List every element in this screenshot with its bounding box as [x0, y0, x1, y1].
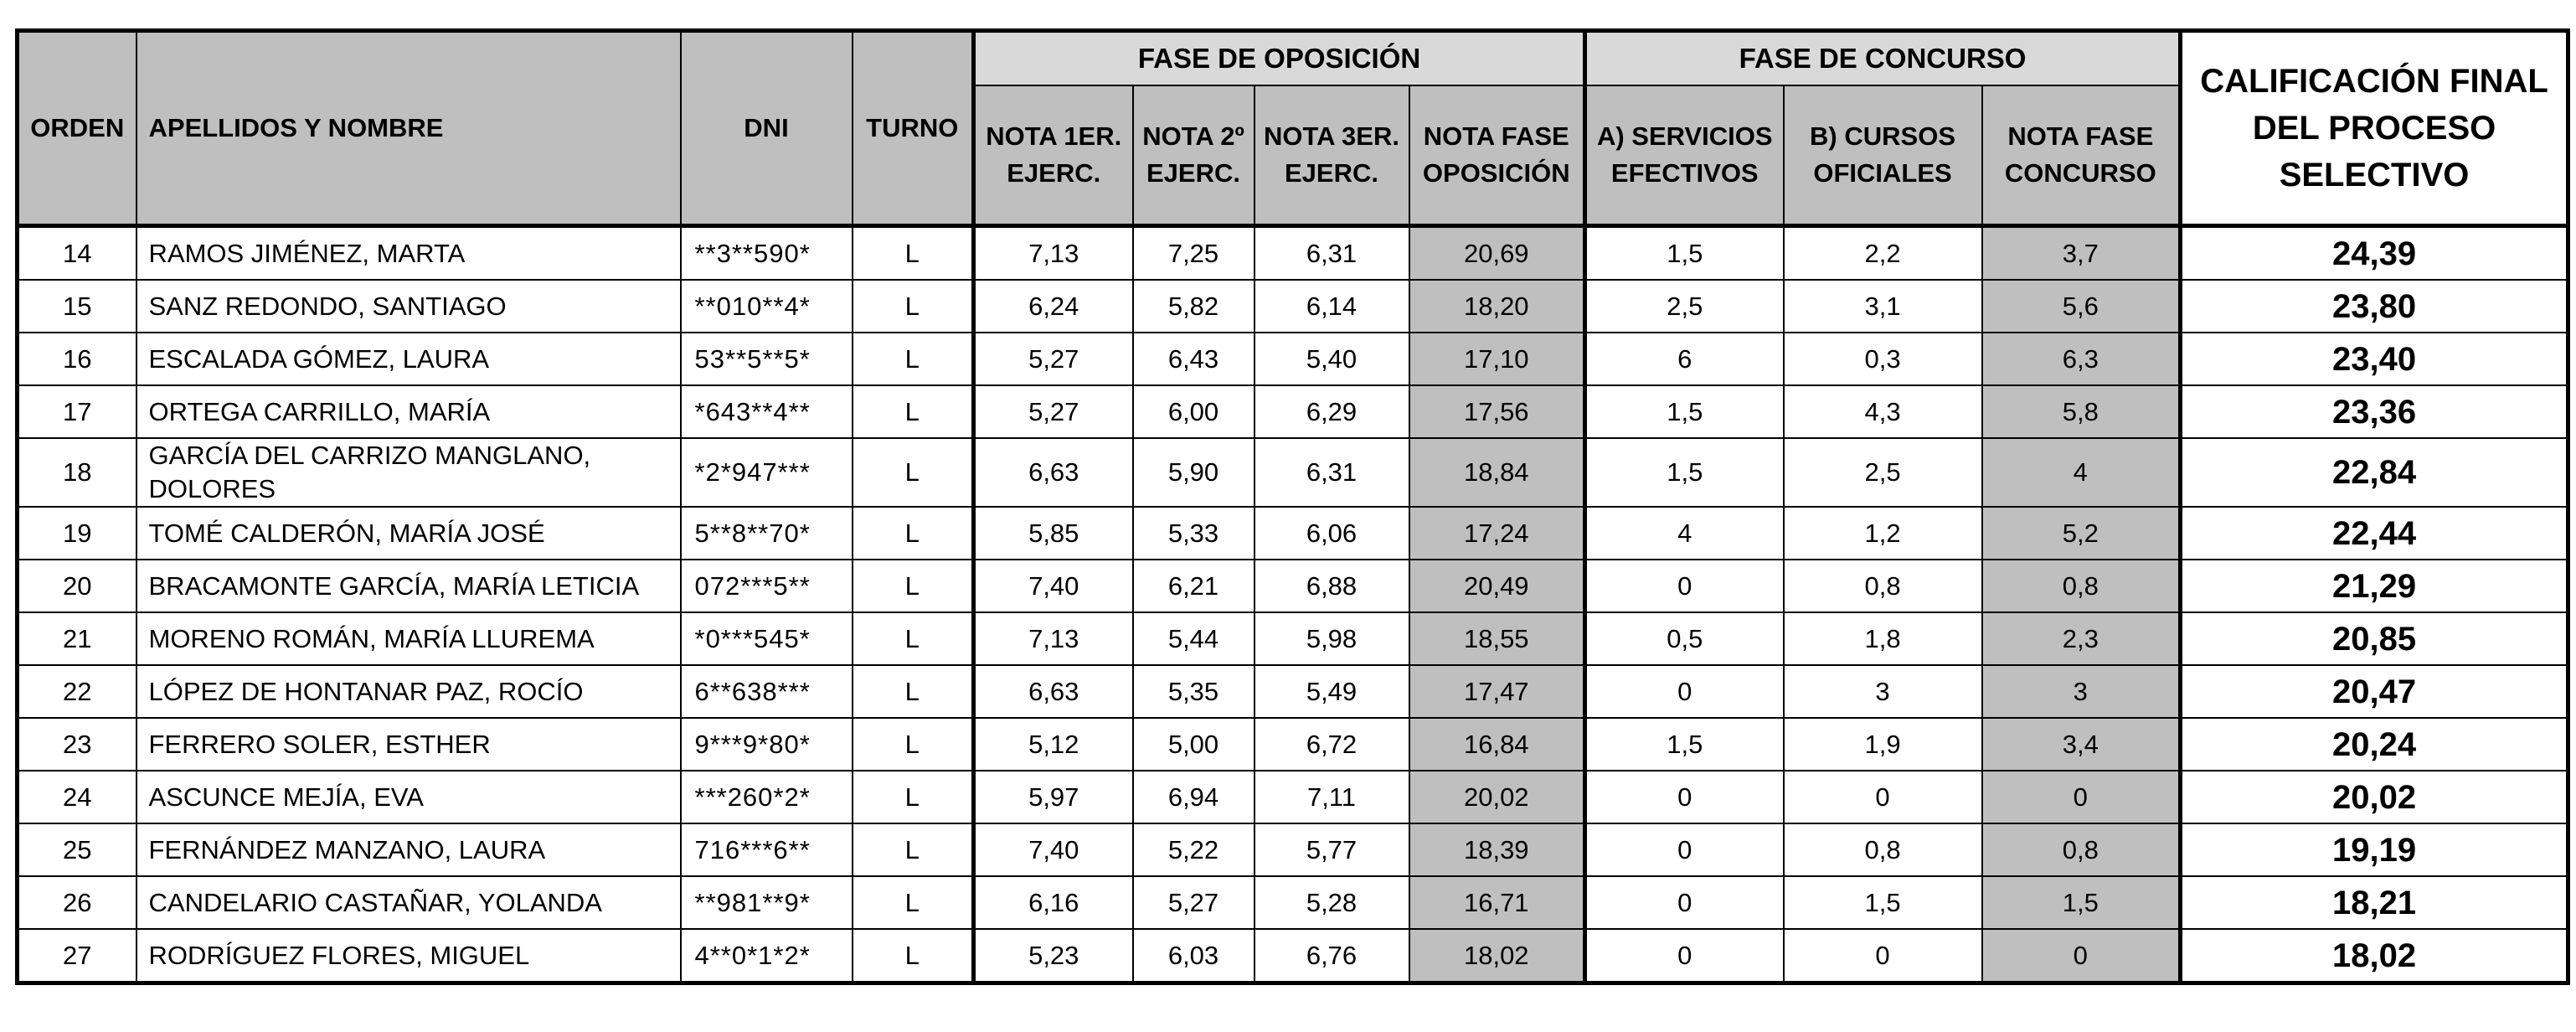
cell-cursos: 0,8 — [1784, 823, 1982, 876]
cell-nota3: 6,14 — [1255, 280, 1409, 333]
cell-orden: 23 — [18, 718, 137, 771]
cell-nota1: 5,97 — [974, 771, 1133, 823]
cell-servicios: 0 — [1585, 876, 1784, 929]
cell-servicios: 1,5 — [1585, 438, 1784, 507]
cell-nota1: 6,16 — [974, 876, 1133, 929]
table-row — [18, 560, 2568, 612]
cell-nombre: CANDELARIO CASTAÑAR, YOLANDA — [137, 876, 681, 929]
cell-nota1: 7,40 — [974, 560, 1133, 612]
header-nota-fase-concurso: NOTA FASE CONCURSO — [1982, 85, 2181, 226]
cell-servicios: 6 — [1585, 333, 1784, 385]
cell-nota-fase-concurso: 3 — [1982, 665, 2181, 718]
cell-nota3: 6,29 — [1255, 385, 1409, 438]
cell-cursos: 1,8 — [1784, 612, 1982, 665]
cell-calificacion-final: 22,84 — [2181, 438, 2568, 507]
cell-dni: 5**8**70* — [681, 507, 853, 560]
cell-nota1: 7,40 — [974, 823, 1133, 876]
cell-nota-fase-oposicion: 20,69 — [1409, 226, 1585, 281]
cell-turno: L — [853, 280, 974, 333]
cell-nota3: 5,77 — [1255, 823, 1409, 876]
cell-nota-fase-concurso: 1,5 — [1982, 876, 2181, 929]
cell-orden: 19 — [18, 507, 137, 560]
table-row — [18, 612, 2568, 665]
cell-orden: 26 — [18, 876, 137, 929]
cell-nota1: 5,12 — [974, 718, 1133, 771]
cell-nombre: RAMOS JIMÉNEZ, MARTA — [137, 226, 681, 281]
cell-nombre: ASCUNCE MEJÍA, EVA — [137, 771, 681, 823]
cell-nombre: FERRERO SOLER, ESTHER — [137, 718, 681, 771]
table-row — [18, 665, 2568, 718]
cell-servicios: 4 — [1585, 507, 1784, 560]
cell-dni: **010**4* — [681, 280, 853, 333]
cell-cursos: 1,2 — [1784, 507, 1982, 560]
table-row — [18, 718, 2568, 771]
header-orden: ORDEN — [18, 31, 137, 226]
header-fase-concurso: FASE DE CONCURSO — [1585, 31, 2181, 86]
cell-nota-fase-oposicion: 16,71 — [1409, 876, 1585, 929]
cell-dni: *2*947*** — [681, 438, 853, 507]
header-nota3: NOTA 3ER. EJERC. — [1255, 85, 1409, 226]
cell-cursos: 0,8 — [1784, 560, 1982, 612]
cell-nota-fase-concurso: 4 — [1982, 438, 2181, 507]
cell-nota2: 5,90 — [1133, 438, 1255, 507]
cell-dni: 072***5** — [681, 560, 853, 612]
cell-nota-fase-oposicion: 18,84 — [1409, 438, 1585, 507]
cell-nombre: SANZ REDONDO, SANTIAGO — [137, 280, 681, 333]
cell-nota-fase-concurso: 0,8 — [1982, 823, 2181, 876]
cell-nota-fase-oposicion: 17,56 — [1409, 385, 1585, 438]
cell-nota-fase-concurso: 5,6 — [1982, 280, 2181, 333]
cell-cursos: 0 — [1784, 929, 1982, 983]
cell-dni: **3**590* — [681, 226, 853, 281]
cell-nota-fase-oposicion: 18,55 — [1409, 612, 1585, 665]
header-fase-oposicion: FASE DE OPOSICIÓN — [974, 31, 1585, 86]
cell-cursos: 3,1 — [1784, 280, 1982, 333]
results-table — [15, 28, 2570, 985]
header-nota1: NOTA 1ER. EJERC. — [974, 85, 1133, 226]
cell-servicios: 1,5 — [1585, 226, 1784, 281]
cell-orden: 18 — [18, 438, 137, 507]
cell-turno: L — [853, 385, 974, 438]
cell-nota-fase-concurso: 3,7 — [1982, 226, 2181, 281]
cell-nombre: TOMÉ CALDERÓN, MARÍA JOSÉ — [137, 507, 681, 560]
cell-calificacion-final: 20,24 — [2181, 718, 2568, 771]
cell-nota2: 6,21 — [1133, 560, 1255, 612]
cell-turno: L — [853, 560, 974, 612]
cell-calificacion-final: 19,19 — [2181, 823, 2568, 876]
cell-nota3: 6,76 — [1255, 929, 1409, 983]
cell-nota-fase-oposicion: 17,24 — [1409, 507, 1585, 560]
table-row — [18, 507, 2568, 560]
cell-nota-fase-oposicion: 16,84 — [1409, 718, 1585, 771]
cell-nota-fase-concurso: 5,2 — [1982, 507, 2181, 560]
cell-calificacion-final: 20,47 — [2181, 665, 2568, 718]
cell-nota2: 7,25 — [1133, 226, 1255, 281]
cell-orden: 17 — [18, 385, 137, 438]
cell-turno: L — [853, 333, 974, 385]
cell-nota2: 5,35 — [1133, 665, 1255, 718]
cell-calificacion-final: 20,02 — [2181, 771, 2568, 823]
cell-nota-fase-oposicion: 18,20 — [1409, 280, 1585, 333]
cell-orden: 22 — [18, 665, 137, 718]
cell-dni: 4**0*1*2* — [681, 929, 853, 983]
cell-nota1: 7,13 — [974, 612, 1133, 665]
cell-servicios: 2,5 — [1585, 280, 1784, 333]
cell-nota1: 6,24 — [974, 280, 1133, 333]
cell-orden: 21 — [18, 612, 137, 665]
cell-nota2: 5,00 — [1133, 718, 1255, 771]
cell-nota2: 5,27 — [1133, 876, 1255, 929]
cell-calificacion-final: 24,39 — [2181, 226, 2568, 281]
cell-orden: 24 — [18, 771, 137, 823]
cell-nota1: 6,63 — [974, 665, 1133, 718]
cell-cursos: 2,2 — [1784, 226, 1982, 281]
cell-turno: L — [853, 771, 974, 823]
cell-orden: 27 — [18, 929, 137, 983]
header-nombre: APELLIDOS Y NOMBRE — [137, 31, 681, 226]
table-row — [18, 771, 2568, 823]
table-row — [18, 385, 2568, 438]
cell-dni: *0***545* — [681, 612, 853, 665]
cell-orden: 20 — [18, 560, 137, 612]
cell-nota2: 5,22 — [1133, 823, 1255, 876]
cell-turno: L — [853, 929, 974, 983]
cell-nota3: 5,40 — [1255, 333, 1409, 385]
cell-nota3: 6,06 — [1255, 507, 1409, 560]
cell-turno: L — [853, 718, 974, 771]
cell-servicios: 0,5 — [1585, 612, 1784, 665]
cell-nota1: 5,85 — [974, 507, 1133, 560]
cell-turno: L — [853, 438, 974, 507]
cell-dni: *643**4** — [681, 385, 853, 438]
cell-nota1: 5,27 — [974, 333, 1133, 385]
cell-dni: ***260*2* — [681, 771, 853, 823]
cell-dni: 53**5**5* — [681, 333, 853, 385]
cell-orden: 14 — [18, 226, 137, 281]
cell-calificacion-final: 22,44 — [2181, 507, 2568, 560]
cell-turno: L — [853, 612, 974, 665]
header-nota-fase-oposicion: NOTA FASE OPOSICIÓN — [1409, 85, 1585, 226]
cell-calificacion-final: 21,29 — [2181, 560, 2568, 612]
cell-nota2: 6,94 — [1133, 771, 1255, 823]
cell-nota2: 6,43 — [1133, 333, 1255, 385]
cell-nota-fase-concurso: 2,3 — [1982, 612, 2181, 665]
table-row — [18, 823, 2568, 876]
cell-nombre: FERNÁNDEZ MANZANO, LAURA — [137, 823, 681, 876]
cell-nombre: LÓPEZ DE HONTANAR PAZ, ROCÍO — [137, 665, 681, 718]
cell-nota2: 6,03 — [1133, 929, 1255, 983]
cell-nota3: 5,49 — [1255, 665, 1409, 718]
cell-turno: L — [853, 876, 974, 929]
cell-dni: 716***6** — [681, 823, 853, 876]
cell-nota3: 6,72 — [1255, 718, 1409, 771]
cell-cursos: 3 — [1784, 665, 1982, 718]
cell-cursos: 1,9 — [1784, 718, 1982, 771]
cell-nota-fase-oposicion: 20,49 — [1409, 560, 1585, 612]
cell-nota3: 6,31 — [1255, 226, 1409, 281]
results-body — [18, 226, 2568, 983]
cell-cursos: 0,3 — [1784, 333, 1982, 385]
cell-servicios: 1,5 — [1585, 718, 1784, 771]
results-table-container — [15, 28, 2570, 985]
cell-turno: L — [853, 665, 974, 718]
cell-servicios: 0 — [1585, 560, 1784, 612]
cell-nota-fase-oposicion: 17,10 — [1409, 333, 1585, 385]
table-row — [18, 438, 2568, 507]
cell-nota-fase-oposicion: 18,02 — [1409, 929, 1585, 983]
cell-nota3: 6,31 — [1255, 438, 1409, 507]
cell-orden: 16 — [18, 333, 137, 385]
cell-nota-fase-concurso: 0 — [1982, 929, 2181, 983]
header-cursos: B) CURSOS OFICIALES — [1784, 85, 1982, 226]
cell-dni: 9***9*80* — [681, 718, 853, 771]
table-row — [18, 226, 2568, 281]
cell-turno: L — [853, 823, 974, 876]
cell-servicios: 0 — [1585, 929, 1784, 983]
cell-nota-fase-oposicion: 18,39 — [1409, 823, 1585, 876]
cell-orden: 25 — [18, 823, 137, 876]
cell-calificacion-final: 23,80 — [2181, 280, 2568, 333]
cell-nota-fase-concurso: 6,3 — [1982, 333, 2181, 385]
cell-nota-fase-concurso: 3,4 — [1982, 718, 2181, 771]
cell-nota1: 7,13 — [974, 226, 1133, 281]
table-row — [18, 333, 2568, 385]
header-nota2: NOTA 2º EJERC. — [1133, 85, 1255, 226]
cell-turno: L — [853, 507, 974, 560]
cell-cursos: 1,5 — [1784, 876, 1982, 929]
cell-servicios: 1,5 — [1585, 385, 1784, 438]
cell-nota2: 6,00 — [1133, 385, 1255, 438]
cell-nota1: 6,63 — [974, 438, 1133, 507]
header-dni: DNI — [681, 31, 853, 226]
cell-nota2: 5,33 — [1133, 507, 1255, 560]
cell-cursos: 2,5 — [1784, 438, 1982, 507]
cell-turno: L — [853, 226, 974, 281]
cell-calificacion-final: 18,02 — [2181, 929, 2568, 983]
cell-cursos: 0 — [1784, 771, 1982, 823]
cell-nombre: ESCALADA GÓMEZ, LAURA — [137, 333, 681, 385]
table-row — [18, 929, 2568, 983]
cell-nombre: ORTEGA CARRILLO, MARÍA — [137, 385, 681, 438]
cell-servicios: 0 — [1585, 823, 1784, 876]
header-calificacion-final: CALIFICACIÓN FINAL DEL PROCESO SELECTIVO — [2181, 31, 2568, 226]
cell-nota-fase-concurso: 0,8 — [1982, 560, 2181, 612]
cell-cursos: 4,3 — [1784, 385, 1982, 438]
table-row — [18, 876, 2568, 929]
cell-nota3: 7,11 — [1255, 771, 1409, 823]
header-servicios: A) SERVICIOS EFECTIVOS — [1585, 85, 1784, 226]
cell-nombre: MORENO ROMÁN, MARÍA LLUREMA — [137, 612, 681, 665]
cell-calificacion-final: 20,85 — [2181, 612, 2568, 665]
cell-nota3: 5,98 — [1255, 612, 1409, 665]
cell-nota3: 5,28 — [1255, 876, 1409, 929]
cell-nota-fase-oposicion: 17,47 — [1409, 665, 1585, 718]
cell-nota2: 5,82 — [1133, 280, 1255, 333]
cell-nota1: 5,23 — [974, 929, 1133, 983]
cell-nombre: GARCÍA DEL CARRIZO MANGLANO, DOLORES — [137, 438, 681, 507]
cell-calificacion-final: 18,21 — [2181, 876, 2568, 929]
cell-nota-fase-concurso: 0 — [1982, 771, 2181, 823]
cell-nombre: BRACAMONTE GARCÍA, MARÍA LETICIA — [137, 560, 681, 612]
cell-calificacion-final: 23,36 — [2181, 385, 2568, 438]
cell-orden: 15 — [18, 280, 137, 333]
table-row — [18, 280, 2568, 333]
cell-nota-fase-oposicion: 20,02 — [1409, 771, 1585, 823]
cell-nota-fase-concurso: 5,8 — [1982, 385, 2181, 438]
cell-dni: 6**638*** — [681, 665, 853, 718]
cell-nombre: RODRÍGUEZ FLORES, MIGUEL — [137, 929, 681, 983]
cell-nota3: 6,88 — [1255, 560, 1409, 612]
cell-calificacion-final: 23,40 — [2181, 333, 2568, 385]
cell-servicios: 0 — [1585, 665, 1784, 718]
cell-dni: **981**9* — [681, 876, 853, 929]
header-turno: TURNO — [853, 31, 974, 226]
cell-servicios: 0 — [1585, 771, 1784, 823]
cell-nota2: 5,44 — [1133, 612, 1255, 665]
cell-nota1: 5,27 — [974, 385, 1133, 438]
